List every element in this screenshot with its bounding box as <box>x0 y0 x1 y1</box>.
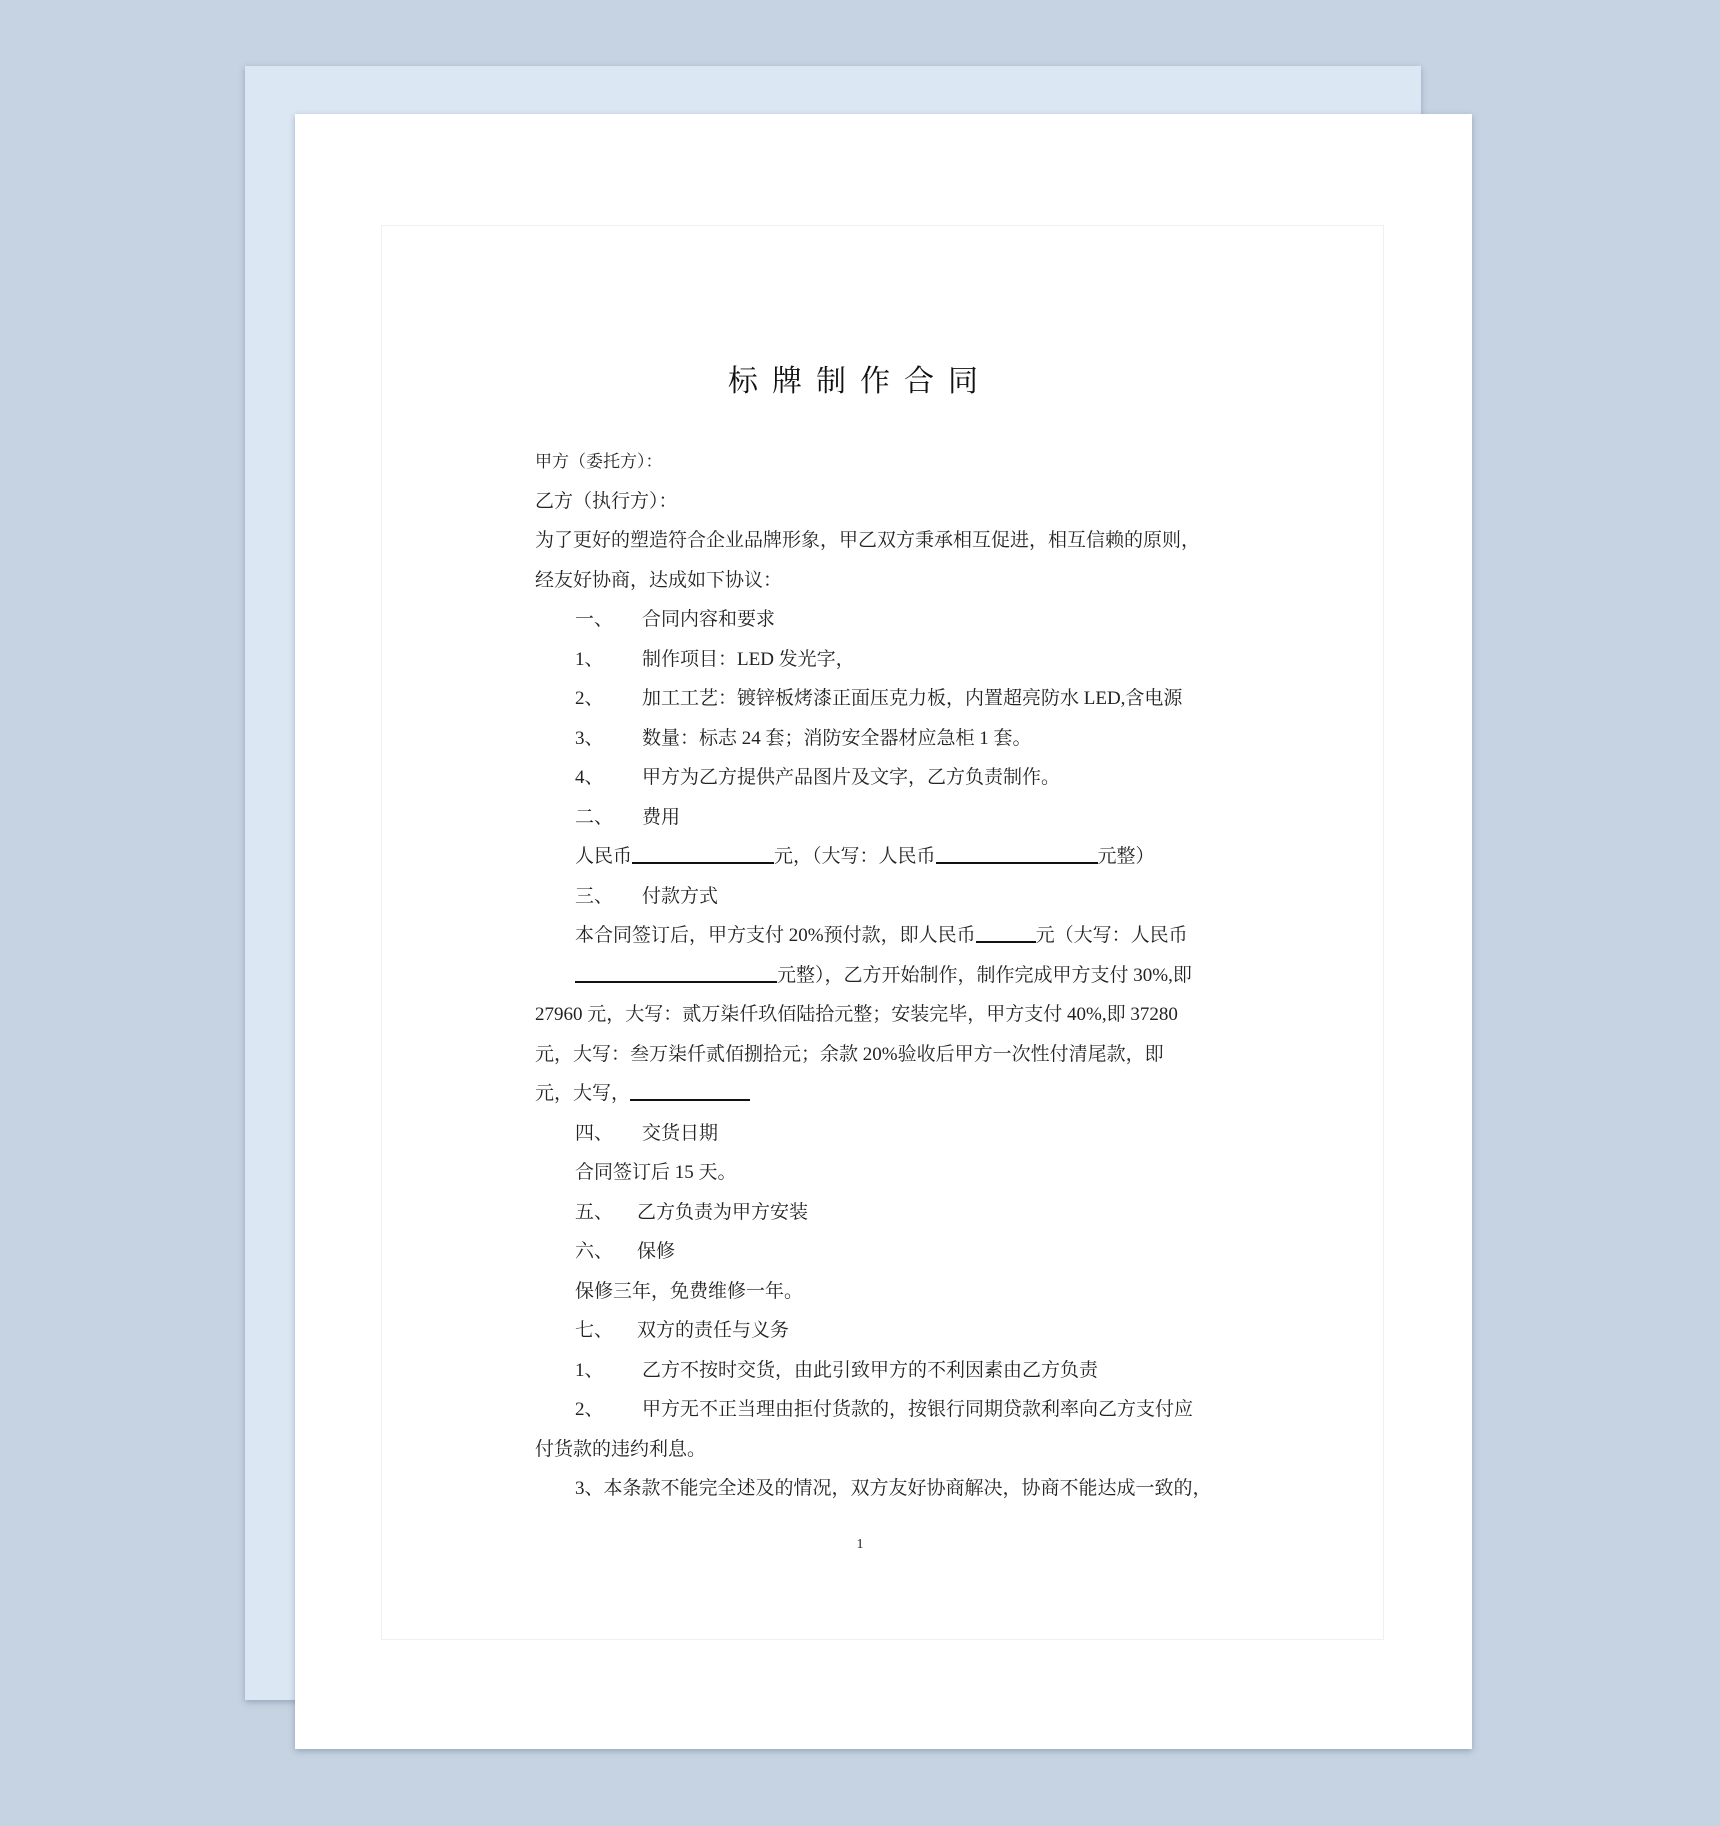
intro-line: 为了更好的塑造符合企业品牌形象，甲乙双方秉承相互促进，相互信赖的原则， <box>535 530 1201 551</box>
item-text: 甲方为乙方提供产品图片及文字，乙方负责制作。 <box>642 767 1061 788</box>
text: 元整） <box>1097 846 1155 867</box>
amount-blank <box>632 840 774 864</box>
section-heading <box>535 1311 1245 1351</box>
item-number: 2、 <box>575 1399 604 1420</box>
list-item <box>535 640 1245 680</box>
section-title: 乙方负责为甲方安装 <box>637 1201 809 1223</box>
paragraph: 合同签订后 15 天。 <box>575 1162 737 1183</box>
amount-words-blank <box>630 1077 750 1101</box>
payment-line: 元，大写：叁万柒仟贰佰捌拾元；余款 20%验收后甲方一次性付清尾款，即 <box>535 1043 1164 1065</box>
party-b: 乙方（执行方）： <box>535 490 678 512</box>
amount-words-blank <box>936 840 1098 864</box>
section-number: 四、 <box>575 1122 614 1144</box>
item-text: 乙方不按时交货，由此引致甲方的不利因素由乙方负责 <box>642 1359 1099 1381</box>
section-number: 二、 <box>575 806 614 828</box>
item-number: 2、 <box>575 688 604 709</box>
payment-line: 27960 元，大写：贰万柒仟玖佰陆拾元整；安装完毕，甲方支付 40%,即 37280 <box>535 1004 1178 1025</box>
text: 本合同签订后，甲方支付 20%预付款，即人民币 <box>575 925 976 946</box>
intro-line: 经友好协商，达成如下协议： <box>535 569 783 591</box>
section-heading <box>535 1232 1245 1272</box>
section-number: 六、 <box>575 1241 614 1262</box>
item-text: 加工工艺：镀锌板烤漆正面压克力板，内置超亮防水 LED,含电源 <box>642 688 1183 709</box>
amount-words-blank <box>575 959 777 983</box>
paragraph: 3、本条款不能完全述及的情况，双方友好协商解决，协商不能达成一致的， <box>575 1478 1212 1499</box>
list-item <box>535 719 1245 759</box>
section-heading <box>535 798 1245 838</box>
document-body <box>535 442 1245 1509</box>
section-title: 付款方式 <box>642 885 719 907</box>
list-item <box>535 1351 1245 1391</box>
section-title: 交货日期 <box>642 1122 719 1144</box>
list-item <box>535 758 1245 798</box>
paragraph: 付货款的违约利息。 <box>535 1438 707 1460</box>
party-a: 甲方（委托方）： <box>535 452 663 471</box>
section-heading <box>535 600 1245 640</box>
section-heading <box>535 877 1245 917</box>
list-item <box>535 679 1245 719</box>
payment-line <box>535 916 1245 956</box>
item-text: 数量：标志 24 套；消防安全器材应急柜 1 套。 <box>642 727 1032 749</box>
item-number: 4、 <box>575 767 604 788</box>
section-number: 五、 <box>575 1201 614 1223</box>
section-heading <box>535 1193 1245 1233</box>
text: 元，（大写：人民币 <box>774 846 936 867</box>
section-number: 七、 <box>575 1320 614 1341</box>
text: 元（大写：人民币 <box>1035 925 1188 946</box>
item-text: 甲方无不正当理由拒付货款的，按银行同期贷款利率向乙方支付应 <box>642 1399 1194 1420</box>
section-title: 合同内容和要求 <box>642 609 776 630</box>
payment-line <box>535 956 1245 996</box>
fee-line <box>535 837 1245 877</box>
item-text: 制作项目：LED 发光字， <box>642 648 855 670</box>
item-number: 3、 <box>575 727 604 749</box>
item-number: 1、 <box>575 648 604 670</box>
section-title: 费用 <box>642 806 681 828</box>
paragraph: 保修三年，免费维修一年。 <box>575 1280 804 1302</box>
amount-blank <box>976 919 1036 943</box>
list-item <box>535 1390 1245 1430</box>
section-number: 三、 <box>575 885 614 907</box>
section-title: 保修 <box>637 1241 676 1262</box>
document-title: 标牌制作合同 <box>728 364 992 399</box>
text: 人民币 <box>575 846 633 867</box>
text: 元整），乙方开始制作，制作完成甲方支付 30%,即 <box>777 964 1192 986</box>
text: 元，大写， <box>535 1083 631 1104</box>
section-heading <box>535 1114 1245 1154</box>
payment-line <box>535 1074 1245 1114</box>
item-number: 1、 <box>575 1359 604 1381</box>
page-number: 1 <box>856 1537 864 1552</box>
section-number: 一、 <box>575 609 614 630</box>
section-title: 双方的责任与义务 <box>637 1320 790 1341</box>
